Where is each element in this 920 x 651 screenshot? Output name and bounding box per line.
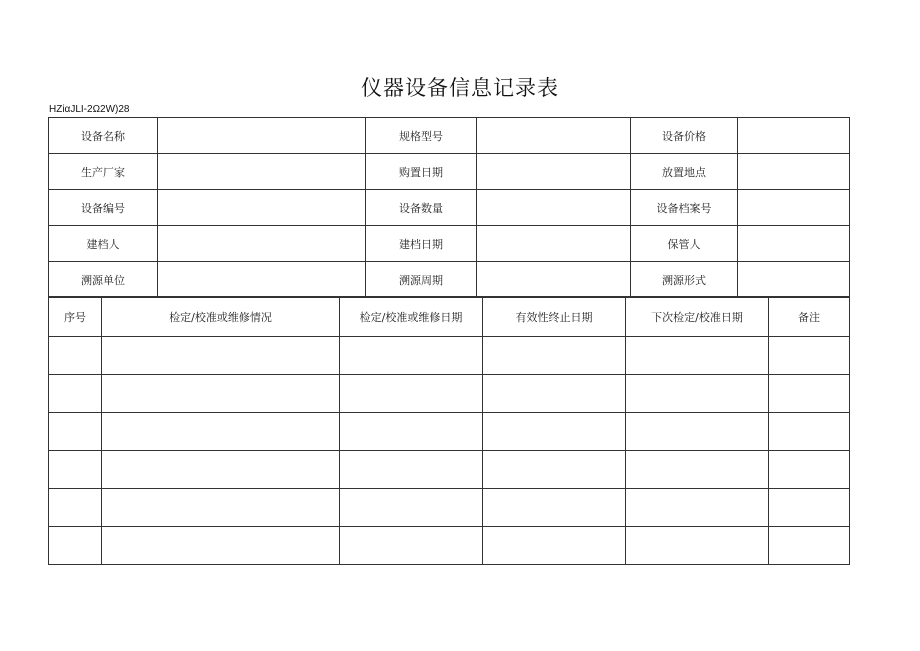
record-cell[interactable] <box>102 527 340 565</box>
records-header-cell: 检定/校准或维修情况 <box>102 297 340 337</box>
record-cell[interactable] <box>102 489 340 527</box>
record-cell[interactable] <box>483 413 626 451</box>
info-row <box>49 262 850 298</box>
record-row <box>49 375 850 413</box>
info-label-cell: 建档日期 <box>366 226 477 262</box>
form-title: 仪器设备信息记录表 <box>361 76 559 100</box>
record-cell[interactable] <box>340 527 483 565</box>
info-value-cell[interactable] <box>477 226 631 262</box>
record-row <box>49 413 850 451</box>
info-label-cell: 购置日期 <box>366 154 477 190</box>
info-value-cell[interactable] <box>158 154 366 190</box>
record-cell[interactable] <box>483 527 626 565</box>
record-cell[interactable] <box>769 489 850 527</box>
info-label-cell: 放置地点 <box>631 154 738 190</box>
info-value-cell[interactable] <box>738 190 850 226</box>
record-cell[interactable] <box>626 489 769 527</box>
info-value-cell[interactable] <box>738 118 850 154</box>
equipment-info-table <box>48 117 850 298</box>
info-value-cell[interactable] <box>738 226 850 262</box>
record-cell[interactable] <box>626 337 769 375</box>
info-row <box>49 226 850 262</box>
records-header-cell: 备注 <box>769 297 850 337</box>
info-label-cell: 保管人 <box>631 226 738 262</box>
record-cell[interactable] <box>49 451 102 489</box>
info-value-cell[interactable] <box>477 190 631 226</box>
info-value-cell[interactable] <box>477 118 631 154</box>
record-cell[interactable] <box>483 337 626 375</box>
record-cell[interactable] <box>340 337 483 375</box>
info-value-cell[interactable] <box>477 154 631 190</box>
record-cell[interactable] <box>340 451 483 489</box>
info-label-cell: 设备名称 <box>49 118 158 154</box>
info-label-cell: 设备编号 <box>49 190 158 226</box>
info-value-cell[interactable] <box>158 190 366 226</box>
info-row <box>49 190 850 226</box>
record-cell[interactable] <box>102 375 340 413</box>
record-cell[interactable] <box>626 375 769 413</box>
records-header-cell: 检定/校准或维修日期 <box>340 297 483 337</box>
record-cell[interactable] <box>340 413 483 451</box>
record-cell[interactable] <box>769 413 850 451</box>
records-header-cell: 下次检定/校准日期 <box>626 297 769 337</box>
record-cell[interactable] <box>49 413 102 451</box>
info-label-cell: 设备档案号 <box>631 190 738 226</box>
record-row <box>49 451 850 489</box>
record-row <box>49 527 850 565</box>
record-cell[interactable] <box>102 413 340 451</box>
record-row <box>49 337 850 375</box>
info-label-cell: 设备价格 <box>631 118 738 154</box>
info-label-cell: 建档人 <box>49 226 158 262</box>
info-value-cell[interactable] <box>158 262 366 298</box>
record-cell[interactable] <box>49 527 102 565</box>
record-cell[interactable] <box>340 375 483 413</box>
records-header-cell: 有效性终止日期 <box>483 297 626 337</box>
info-value-cell[interactable] <box>158 226 366 262</box>
record-cell[interactable] <box>626 451 769 489</box>
records-header-row <box>49 297 850 337</box>
info-row <box>49 154 850 190</box>
document-code: HZiαJLI-2Ω2W)28 <box>49 104 130 115</box>
record-cell[interactable] <box>769 527 850 565</box>
info-label-cell: 溯源形式 <box>631 262 738 298</box>
info-value-cell[interactable] <box>738 262 850 298</box>
record-cell[interactable] <box>102 337 340 375</box>
record-cell[interactable] <box>340 489 483 527</box>
info-value-cell[interactable] <box>738 154 850 190</box>
calibration-records-table <box>48 296 850 565</box>
info-label-cell: 设备数量 <box>366 190 477 226</box>
info-label-cell: 生产厂家 <box>49 154 158 190</box>
info-value-cell[interactable] <box>158 118 366 154</box>
record-cell[interactable] <box>49 489 102 527</box>
info-row <box>49 118 850 154</box>
info-value-cell[interactable] <box>477 262 631 298</box>
info-label-cell: 溯源周期 <box>366 262 477 298</box>
record-cell[interactable] <box>626 413 769 451</box>
info-label-cell: 规格型号 <box>366 118 477 154</box>
record-row <box>49 489 850 527</box>
record-cell[interactable] <box>483 451 626 489</box>
record-cell[interactable] <box>483 375 626 413</box>
record-cell[interactable] <box>769 375 850 413</box>
record-cell[interactable] <box>769 337 850 375</box>
record-cell[interactable] <box>102 451 340 489</box>
record-cell[interactable] <box>49 375 102 413</box>
info-label-cell: 溯源单位 <box>49 262 158 298</box>
record-cell[interactable] <box>626 527 769 565</box>
records-header-cell: 序号 <box>49 297 102 337</box>
record-cell[interactable] <box>769 451 850 489</box>
record-cell[interactable] <box>49 337 102 375</box>
record-cell[interactable] <box>483 489 626 527</box>
